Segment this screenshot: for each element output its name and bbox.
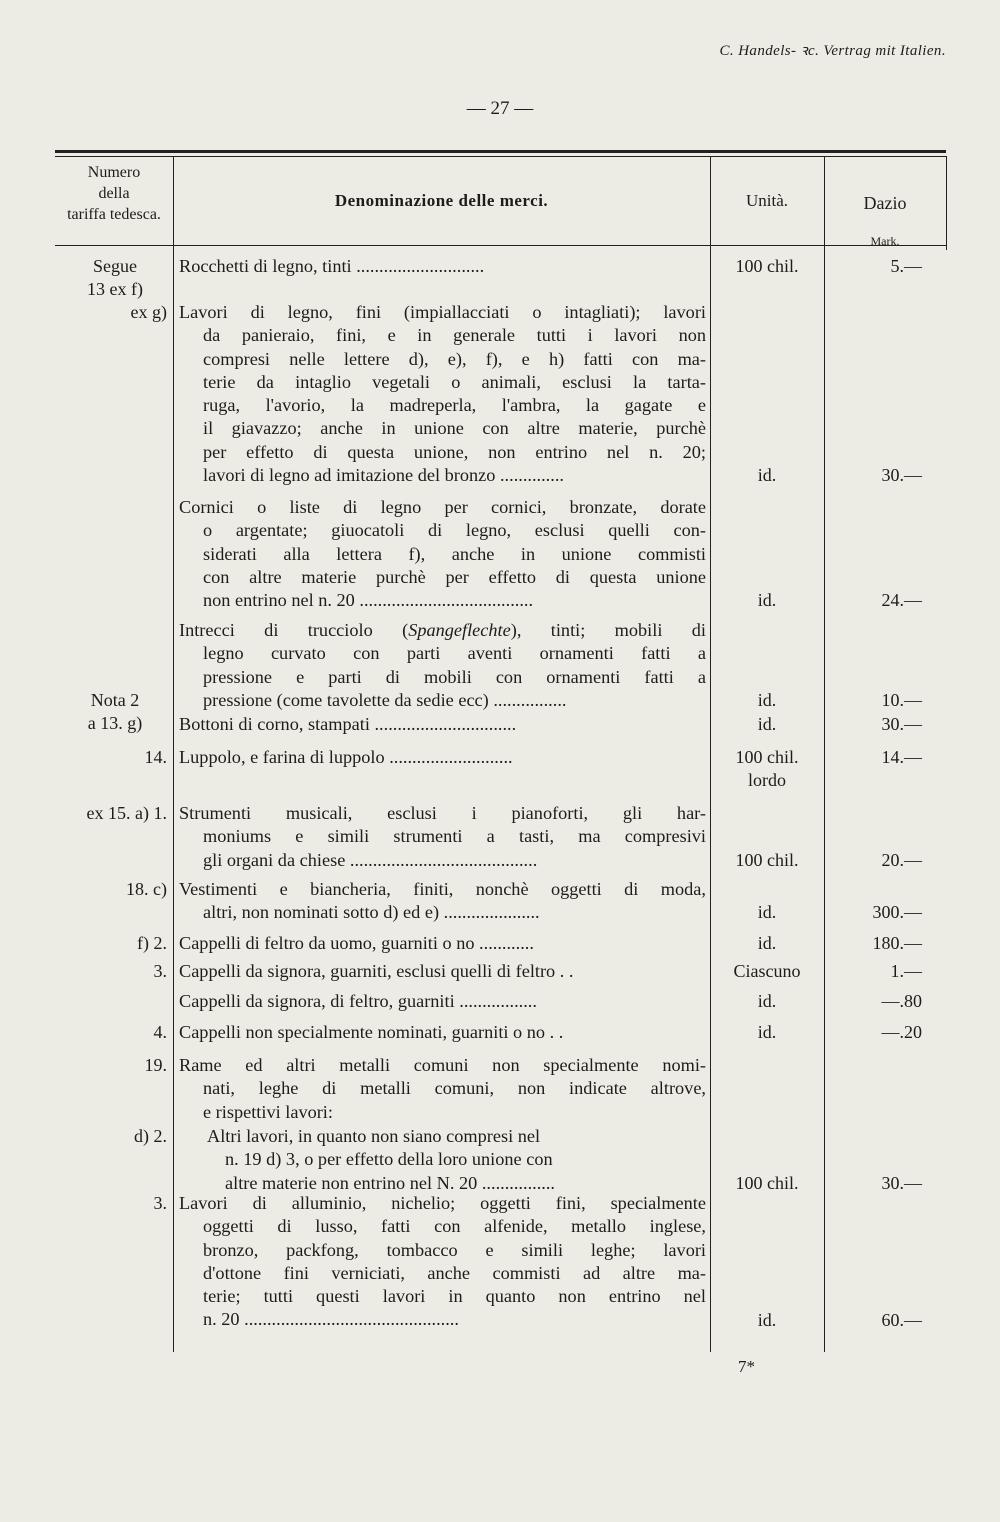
description-line: legno curvato con parti aventi ornamenti fatti a [203, 643, 706, 664]
description-line: moniums e simili strumenti a tasti, ma compresivi [203, 826, 706, 847]
tariff-number-line: d) 2. [134, 1126, 167, 1146]
tariff-number [55, 932, 167, 955]
duty-value: 30.— [881, 1172, 922, 1193]
header-denominazione: Denominazione delle merci. [334, 191, 549, 210]
duty-value: 300.— [872, 902, 922, 923]
description-line: Bottoni di corno, stampati ............................... [179, 714, 517, 734]
merchandise-description [179, 1125, 706, 1195]
description-line [179, 619, 706, 642]
tariff-number-line: 3. [153, 961, 167, 981]
merchandise-description [179, 1054, 706, 1124]
unit-value [710, 849, 824, 872]
duty-value: 24.— [881, 590, 922, 611]
merchandise-description [179, 960, 706, 983]
merchandise-description [179, 990, 706, 1013]
description-line: terie da intaglio vegetali o animali, esclusi la tarta- [203, 371, 706, 392]
tariff-number-line: 3. [153, 1193, 167, 1213]
description-line: lavori di legno ad imitazione del bronzo .............. [203, 465, 564, 486]
description-text: Intrecci di trucciolo ( [179, 620, 409, 640]
description-line: ruga, l'avorio, la madreperla, l'ambra, la gagate e [203, 395, 706, 416]
description-line: con altre materie purchè per effetto di questa unione [203, 566, 706, 587]
description-line: per effetto di questa unione, non entrino nel n. 20; [203, 441, 706, 462]
merchandise-description [179, 255, 706, 278]
unit-line: 100 chil. [735, 747, 799, 767]
tariff-number [55, 1054, 167, 1077]
column-divider-4 [946, 156, 947, 250]
tariff-number [55, 1021, 167, 1044]
description-line: Lavori di alluminio, nichelio; oggetti fini, specialmente [179, 1193, 706, 1213]
description-line: siderati alla lettera f), anche in unione commisti [203, 543, 706, 564]
unit-line: id. [757, 465, 777, 486]
unit-value [710, 255, 824, 278]
unit-value [710, 990, 824, 1013]
page-number: — 27 — [466, 98, 534, 119]
merchandise-description [179, 1192, 706, 1332]
tariff-number-line: 14. [144, 747, 167, 767]
duty-value: 14.— [881, 747, 922, 767]
duty-value: 5.— [890, 256, 922, 276]
description-line: Cappelli da signora, guarniti, esclusi quelli di feltro . . [179, 961, 574, 981]
description-line: altri, non nominati sotto d) ed e) ..................... [203, 902, 540, 923]
tariff-number [55, 301, 167, 324]
tariff-number-line: 4. [153, 1022, 167, 1042]
merchandise-description [179, 713, 706, 736]
signature-mark: 7* [738, 1357, 755, 1376]
merchandise-description [179, 301, 706, 487]
duty-value: 10.— [881, 689, 922, 710]
unit-value [710, 1021, 824, 1044]
unit-value [710, 1172, 824, 1195]
tariff-number-line: f) 2. [137, 933, 167, 953]
description-line: o argentate; giuocatoli di legno, esclusi quelli con- [203, 520, 706, 541]
merchandise-description [179, 746, 706, 769]
description-line: gli organi da chiese ......................................... [203, 849, 538, 870]
description-line: Rame ed altri metalli comuni non specialmente nomi- [179, 1055, 706, 1075]
description-line: terie; tutti questi lavori in quanto non entrino nel [203, 1286, 706, 1307]
description-line: Strumenti musicali, esclusi i pianoforti, gli har- [179, 803, 706, 823]
unit-line: id. [757, 902, 777, 923]
top-rule [55, 150, 946, 153]
merchandise-description [179, 802, 706, 872]
description-line: Cappelli da signora, di feltro, guarniti ................. [179, 991, 537, 1011]
merchandise-description [179, 619, 706, 712]
description-line: pressione (come tavolette da sedie ecc) ................ [203, 689, 567, 710]
unit-line: id. [757, 590, 777, 611]
tariff-number-line: a 13. g) [87, 713, 143, 734]
description-line: altre materie non entrino nel N. 20 ................ [225, 1172, 555, 1193]
tariff-number [55, 802, 167, 825]
tariff-number-line: 19. [144, 1055, 167, 1075]
description-line: bronzo, packfong, tombacco e simili leghe; lavori [203, 1239, 706, 1260]
description-line: Altri lavori, in quanto non siano compresi nel [207, 1126, 541, 1146]
header-unita: Unità. [745, 191, 789, 210]
merchandise-description [179, 878, 706, 925]
unit-value [710, 901, 824, 924]
header-rule [55, 245, 946, 246]
tariff-number-line: ex 15. a) 1. [86, 803, 167, 823]
description-line: compresi nelle lettere d), e), f), e h) fatti con ma- [203, 348, 706, 369]
unit-value [710, 960, 824, 983]
unit-value [710, 589, 824, 612]
merchandise-description [179, 496, 706, 612]
unit-value [710, 1309, 824, 1332]
tariff-number [60, 255, 170, 302]
merchandise-description [179, 1021, 706, 1044]
tariff-number [55, 960, 167, 983]
description-line: n. 20 ............................................... [203, 1309, 459, 1330]
merchandise-description [179, 932, 706, 955]
duty-value: 30.— [881, 465, 922, 486]
duty-value: 30.— [881, 714, 922, 734]
description-line: pressione e parti di mobili con ornamenti fatti a [203, 666, 706, 687]
tariff-number-line: Nota 2 [90, 689, 140, 710]
running-head: C. Handels- ꝛc. Vertrag mit Italien. [719, 43, 946, 59]
unit-line: 100 chil. [735, 1172, 799, 1193]
description-line: il giavazzo; anche in unione con altre materie, purchè [203, 418, 706, 439]
unit-value [710, 713, 824, 736]
tariff-number-line: ex g) [130, 302, 167, 322]
unit-value [710, 464, 824, 487]
tariff-number [55, 1125, 167, 1148]
description-italic: Spangeflechte [408, 620, 511, 640]
description-line: non entrino nel n. 20 ...................................... [203, 590, 534, 611]
description-text: ), tinti; mobili di [510, 620, 706, 640]
tariff-number [55, 878, 167, 901]
unit-line: id. [757, 714, 777, 734]
description-line: nati, leghe di metalli comuni, non indicate altrove, [203, 1078, 706, 1099]
description-line: Luppolo, e farina di luppolo ........................... [179, 747, 513, 767]
unit-value [710, 746, 824, 793]
header-numero: Numero della tariffa tedesca. [67, 164, 161, 223]
tariff-number-line: 13 ex f) [87, 279, 143, 300]
column-divider-1 [173, 156, 174, 1352]
duty-value: 20.— [881, 849, 922, 870]
header-dazio: Dazio [863, 193, 907, 213]
unit-line: 100 chil. [735, 256, 799, 276]
unit-line: id. [757, 1309, 777, 1330]
description-line: da panieraio, fini, e in generale tutti i lavori non [203, 325, 706, 346]
unit-line: 100 chil. [735, 849, 799, 870]
duty-value: 60.— [881, 1309, 922, 1330]
description-line: n. 19 d) 3, o per effetto della loro unione con [225, 1149, 553, 1170]
unit-line: Ciascuno [733, 961, 801, 981]
description-line: Cappelli non specialmente nominati, guarniti o no . . [179, 1022, 564, 1042]
unit-line: id. [757, 933, 777, 953]
duty-value: 1.— [890, 961, 922, 981]
duty-value: —.20 [881, 1022, 922, 1042]
tariff-number-line: 18. c) [126, 879, 167, 899]
top-rule-thin [55, 156, 946, 157]
tariff-number [55, 1192, 167, 1215]
description-line: Lavori di legno, fini (impiallacciati o intagliati); lavori [179, 302, 706, 322]
unit-line: id. [757, 1022, 777, 1042]
tariff-number [55, 746, 167, 769]
description-line: d'ottone fini verniciati, anche commisti ad altre ma- [203, 1262, 706, 1283]
description-line: e rispettivi lavori: [203, 1101, 333, 1122]
tariff-number-line: Segue [93, 256, 137, 276]
tariff-number [60, 689, 170, 736]
unit-value [710, 932, 824, 955]
header-mark: Mark. [870, 234, 900, 248]
unit-line: id. [757, 991, 777, 1011]
description-line: Rocchetti di legno, tinti ............................ [179, 256, 485, 276]
unit-line: id. [757, 689, 777, 710]
description-line: Cappelli di feltro da uomo, guarniti o no ............ [179, 933, 534, 953]
description-line: oggetti di lusso, fatti con alfenide, metallo inglese, [203, 1216, 706, 1237]
unit-value [710, 689, 824, 712]
description-line: Vestimenti e biancheria, finiti, nonchè oggetti di moda, [179, 879, 706, 899]
description-line: Cornici o liste di legno per cornici, bronzate, dorate [179, 497, 706, 517]
duty-value: —.80 [881, 991, 922, 1011]
unit-line: lordo [748, 770, 786, 791]
duty-value: 180.— [872, 933, 922, 953]
